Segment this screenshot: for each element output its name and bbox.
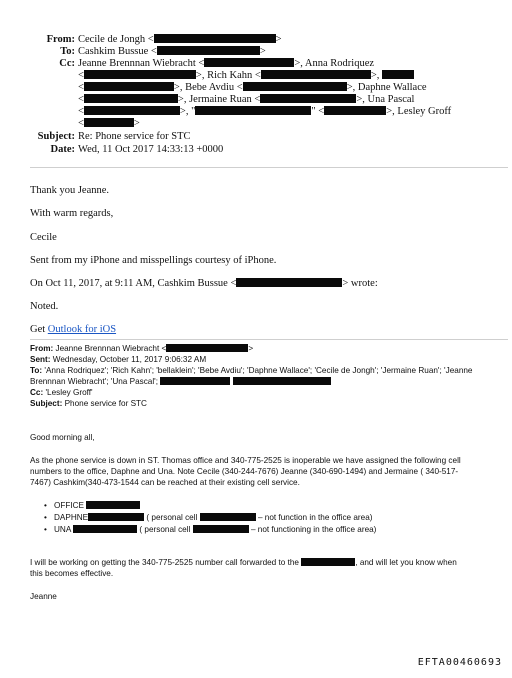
orig-subject-value: Phone service for STC xyxy=(64,399,147,408)
redaction-block xyxy=(233,377,331,385)
quote-intro xyxy=(30,278,378,289)
orig-subject-label: Subject: xyxy=(30,399,63,408)
orig-greeting: Good morning all, xyxy=(30,433,95,442)
orig-cc-line xyxy=(30,388,93,397)
cc-name: Jeanne Brennnan Wiebracht < xyxy=(78,58,205,69)
header-divider xyxy=(30,167,508,168)
cc-name: Bebe Avdiu < xyxy=(185,82,243,93)
redaction-block xyxy=(84,118,134,127)
original-message-divider xyxy=(30,339,508,340)
orig-to-label: To: xyxy=(30,366,43,375)
get-outlook-line xyxy=(30,324,116,335)
redaction-block xyxy=(195,106,311,115)
redaction-block xyxy=(243,82,347,91)
redaction-block xyxy=(382,70,414,79)
cc-label: Cc: xyxy=(59,58,75,69)
bullet-label: UNA xyxy=(54,525,71,534)
cc-name: Rich Kahn < xyxy=(207,70,261,81)
redaction-block xyxy=(236,278,342,287)
cc-name: Daphne Wallace xyxy=(357,82,427,93)
bullet-mid: ( personal cell xyxy=(146,513,198,522)
subject-label: Subject: xyxy=(37,131,75,142)
get-label: Get xyxy=(30,324,48,335)
outlook-for-ios-link[interactable]: Outlook for iOS xyxy=(47,324,117,335)
orig-to-line-2 xyxy=(30,377,331,386)
cc-line-5: < >, " " < >, Lesley Groff xyxy=(78,106,452,117)
redaction-block xyxy=(84,70,196,79)
angle-close: > xyxy=(275,34,282,45)
bullet-item xyxy=(44,525,376,537)
bullet-end: – not function in the office area) xyxy=(257,513,373,522)
orig-signoff: Jeanne xyxy=(30,592,57,601)
redaction-block xyxy=(84,82,174,91)
cc-line-3: < >, Bebe Avdiu < >, Daphne Wallace xyxy=(78,82,427,93)
cc-line-2: < >, Rich Kahn < >, xyxy=(78,70,414,81)
redaction-block xyxy=(154,34,276,43)
orig-paragraph-line: numbers to the office, Daphne and Una. Note Cecile (340-244-7676) Jeanne (340-690-1494) and Jermaine ( 340-517- xyxy=(30,467,459,476)
orig-paragraph-line xyxy=(30,558,457,567)
date-value: Wed, 11 Oct 2017 14:33:13 +0000 xyxy=(78,144,224,155)
orig-from-label: From: xyxy=(30,344,54,353)
cc-name: Anna Rodriquez xyxy=(304,58,375,69)
bullet-dot-icon: • xyxy=(44,501,47,510)
redaction-block xyxy=(88,513,144,521)
to-name: Cashkim Bussue < xyxy=(78,46,157,57)
orig-paragraph-text: , and will let you know when xyxy=(355,558,457,567)
reply-signature: Cecile xyxy=(30,232,57,243)
redaction-block xyxy=(324,106,386,115)
redaction-block xyxy=(200,513,256,521)
redaction-block xyxy=(86,501,140,509)
redaction-block xyxy=(73,525,137,533)
orig-cc-label: Cc: xyxy=(30,388,44,397)
to-label: To: xyxy=(60,46,75,57)
bullet-label: DAPHNE xyxy=(54,513,89,522)
reply-line: With warm regards, xyxy=(30,208,114,219)
bullet-dot-icon: • xyxy=(44,513,47,522)
reply-line: Thank you Jeanne. xyxy=(30,185,110,196)
bullet-end: – not functioning in the office area) xyxy=(250,525,377,534)
orig-to-value: 'Anna Rodriquez'; 'Rich Kahn'; 'bellaklein'; 'Bebe Avdiu'; 'Daphne Wallace'; 'Cecile de Jongh'; 'Jermaine Ruan'; 'Jeanne xyxy=(44,366,473,375)
cc-line-1: Jeanne Brennnan Wiebracht < >, Anna Rodriquez xyxy=(78,58,375,69)
redaction-block xyxy=(166,344,248,352)
bullet-item xyxy=(44,513,376,525)
bullet-list xyxy=(44,501,376,537)
cc-name: Lesley Groff xyxy=(397,106,452,117)
redaction-block xyxy=(260,94,356,103)
orig-paragraph-text: I will be working on getting the 340-775-2525 number call forwarded to the xyxy=(30,558,299,567)
cc-name: Una Pascal xyxy=(367,94,415,105)
redaction-block xyxy=(204,58,294,67)
from-label: From: xyxy=(46,34,75,45)
cc-name: Jermaine Ruan < xyxy=(189,94,261,105)
quote-intro-text: On Oct 11, 2017, at 9:11 AM, Cashkim Bussue < xyxy=(30,278,237,289)
quote-wrote-text: > wrote: xyxy=(342,278,378,289)
redaction-block xyxy=(84,94,178,103)
orig-sent-value: Wednesday, October 11, 2017 9:06:32 AM xyxy=(52,355,207,364)
cc-line-6: < > xyxy=(78,118,140,129)
bullet-item xyxy=(44,501,376,513)
orig-from-line: From: Jeanne Brennnan Wiebracht < > xyxy=(30,344,254,353)
to-value xyxy=(78,46,266,57)
redaction-block xyxy=(261,70,371,79)
redaction-block xyxy=(157,46,260,55)
redaction-block xyxy=(193,525,249,533)
cc-line-4: < >, Jermaine Ruan < >, Una Pascal xyxy=(78,94,415,105)
orig-subject-line xyxy=(30,399,147,408)
orig-paragraph-line: 7467) Cashkim(340-473-1544 can be reached at their existing cell service. xyxy=(30,478,300,487)
noted-line: Noted. xyxy=(30,301,59,312)
from-name: Cecile de Jongh < xyxy=(78,34,154,45)
document-id: EFTA00460693 xyxy=(417,657,502,668)
redaction-block xyxy=(301,558,355,566)
orig-from-value: Jeanne Brennnan Wiebracht < xyxy=(55,344,167,353)
orig-paragraph-line: As the phone service is down in ST. Thomas office and 340-775-2525 is inoperable we have assigned the following cell xyxy=(30,456,461,465)
subject-value: Re: Phone service for STC xyxy=(78,131,191,142)
bullet-dot-icon: • xyxy=(44,525,47,534)
angle-close: > xyxy=(259,46,266,57)
bullet-mid: ( personal cell xyxy=(139,525,191,534)
orig-sent-label: Sent: xyxy=(30,355,51,364)
date-label: Date: xyxy=(50,144,75,155)
orig-cc-value: 'Lesley Groff' xyxy=(45,388,93,397)
orig-to-line xyxy=(30,366,472,375)
from-value xyxy=(78,34,282,45)
redaction-block xyxy=(160,377,230,385)
bullet-label: OFFICE xyxy=(54,501,85,510)
reply-line: Sent from my iPhone and misspellings courtesy of iPhone. xyxy=(30,255,277,266)
redaction-block xyxy=(84,106,180,115)
orig-paragraph-line: this becomes effective. xyxy=(30,569,114,578)
orig-sent-line xyxy=(30,355,206,364)
orig-to-value-cont: Brennnan Wiebracht'; 'Una Pascal'; xyxy=(30,377,159,386)
